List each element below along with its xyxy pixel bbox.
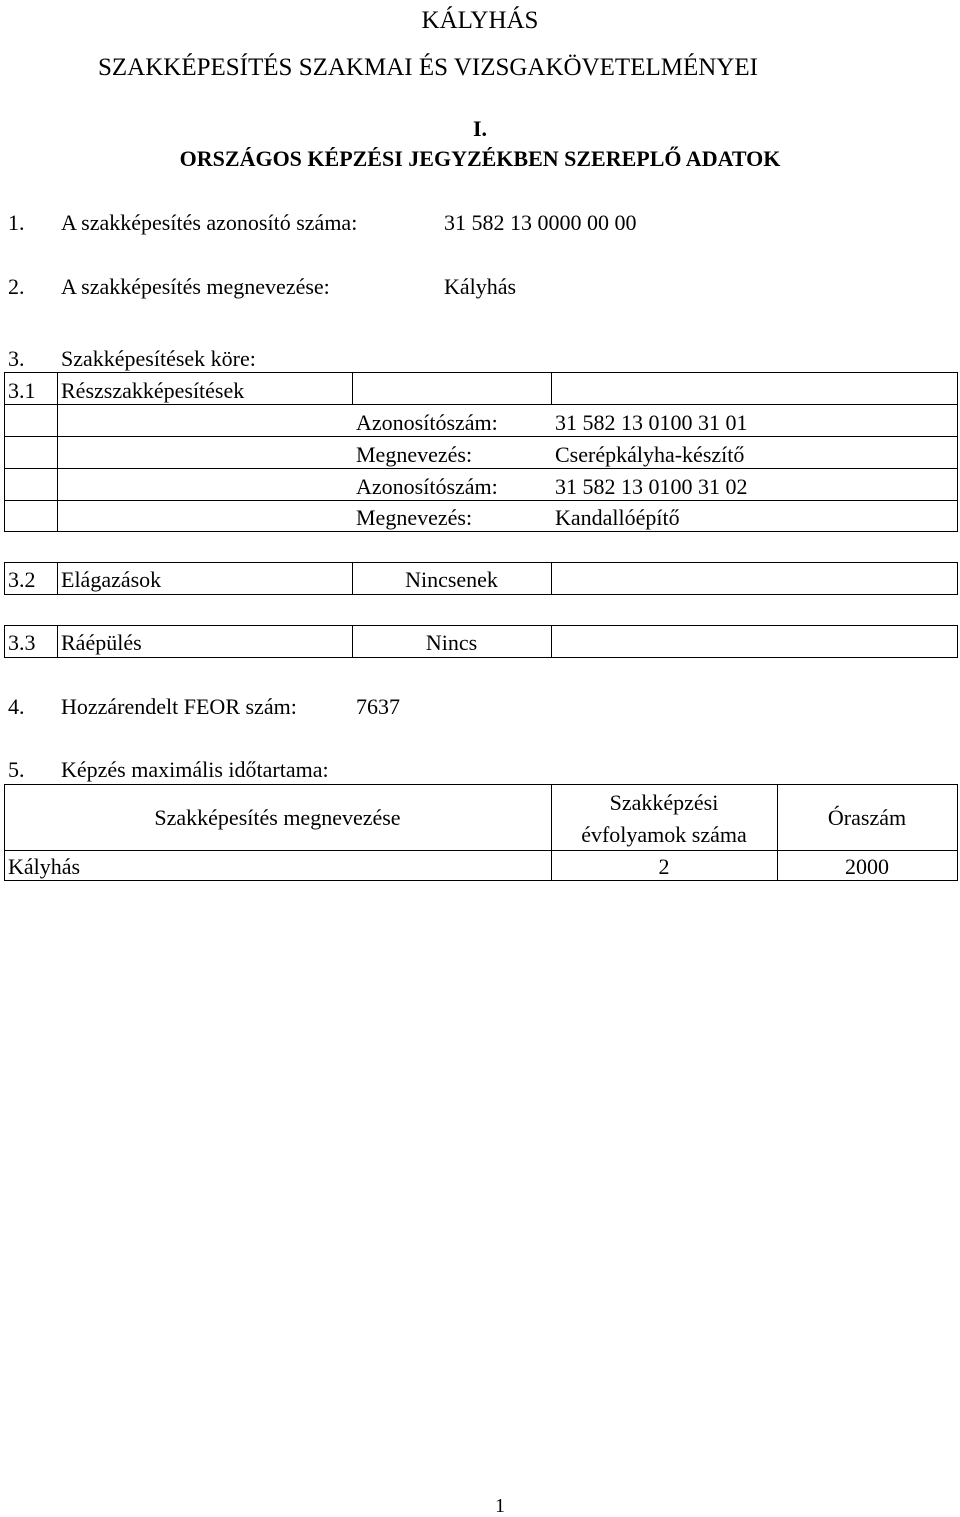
- feor-number: 4.: [8, 694, 25, 719]
- branches-value: Nincsenek: [405, 567, 498, 592]
- section-title: ORSZÁGOS KÉPZÉSI JEGYZÉKBEN SZEREPLŐ ADATOK: [179, 146, 781, 171]
- partial-row-key: Azonosítószám:: [356, 474, 498, 499]
- buildon-value: Nincs: [425, 630, 478, 655]
- item-value-id: 31 582 13 0000 00 00: [444, 210, 637, 235]
- training-number: 5.: [8, 757, 25, 782]
- partial-label: Részszakképesítések: [61, 378, 245, 403]
- partial-row-key: Megnevezés:: [356, 505, 473, 530]
- partial-row-key: Megnevezés:: [356, 442, 473, 467]
- col-header-name: Szakképesítés megnevezése: [154, 805, 401, 830]
- col-header-hours: Óraszám: [827, 805, 907, 830]
- buildon-number: 3.3: [8, 630, 36, 655]
- branches-label: Elágazások: [61, 567, 162, 592]
- item-label-id: A szakképesítés azonosító száma:: [61, 210, 358, 235]
- buildon-label: Ráépülés: [61, 630, 142, 655]
- partial-number: 3.1: [8, 378, 36, 403]
- col-header-years-line2: évfolyamok száma: [581, 822, 747, 847]
- training-row-years: 2: [658, 854, 670, 879]
- item-value-name: Kályhás: [444, 274, 517, 299]
- training-row-hours: 2000: [845, 854, 889, 879]
- item-label-scope: Szakképesítések köre:: [61, 346, 256, 371]
- feor-label: Hozzárendelt FEOR szám:: [61, 694, 297, 719]
- section-number: I.: [472, 116, 488, 141]
- training-row-name: Kályhás: [8, 854, 81, 879]
- partial-row-value: 31 582 13 0100 31 01: [555, 410, 748, 435]
- feor-value: 7637: [356, 694, 400, 719]
- page-number: 1: [495, 1495, 505, 1517]
- branches-number: 3.2: [8, 567, 36, 592]
- partial-row-value: 31 582 13 0100 31 02: [555, 474, 748, 499]
- item-number: 1.: [8, 210, 25, 235]
- col-header-years-line1: Szakképzési: [609, 790, 719, 815]
- partial-row-value: Kandallóépítő: [555, 505, 680, 530]
- document-subtitle: SZAKKÉPESÍTÉS SZAKMAI ÉS VIZSGAKÖVETELMÉNYEI: [98, 54, 758, 81]
- document-title: KÁLYHÁS: [421, 7, 539, 34]
- item-number: 2.: [8, 274, 25, 299]
- training-label: Képzés maximális időtartama:: [61, 757, 329, 782]
- partial-row-key: Azonosítószám:: [356, 410, 498, 435]
- item-label-name: A szakképesítés megnevezése:: [61, 274, 330, 299]
- item-number: 3.: [8, 346, 25, 371]
- partial-row-value: Cserépkályha-készítő: [555, 442, 745, 467]
